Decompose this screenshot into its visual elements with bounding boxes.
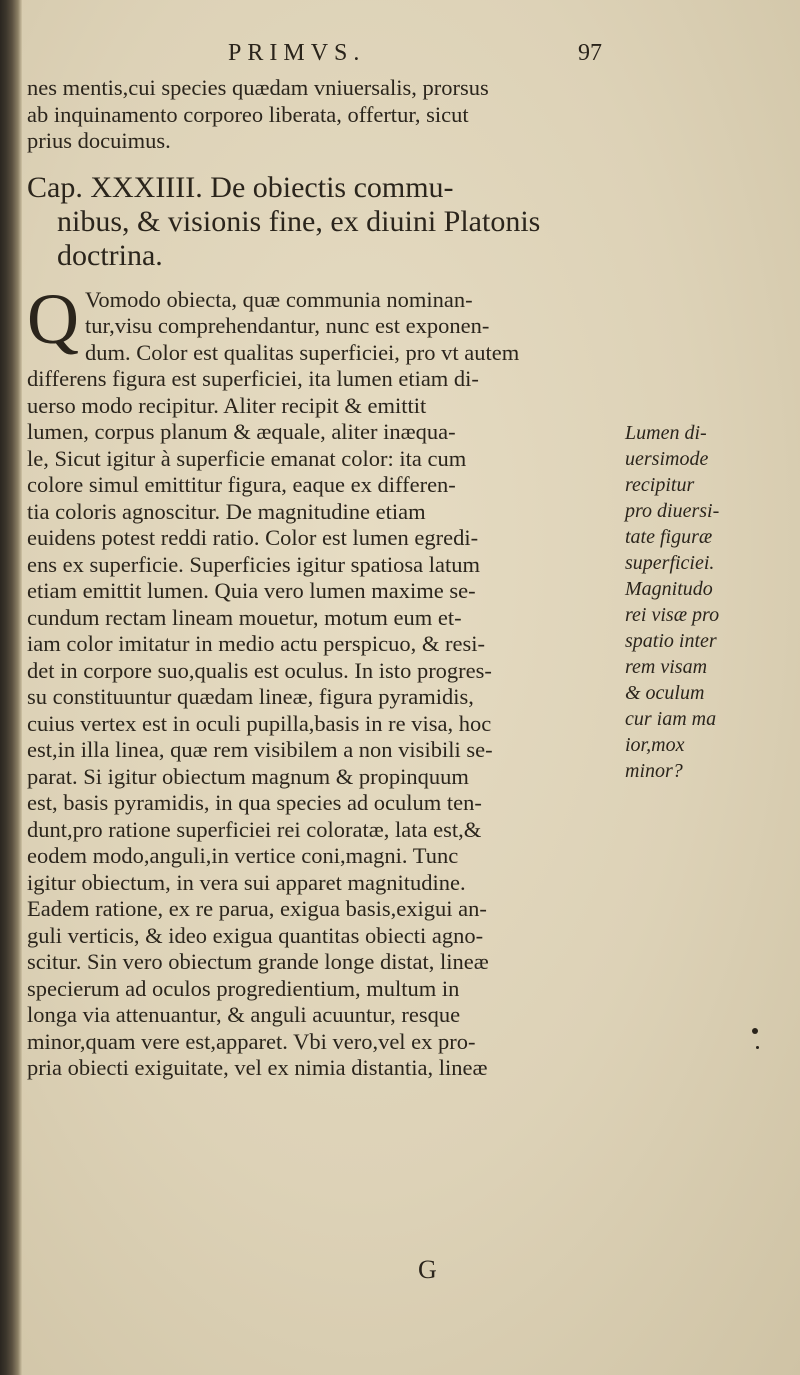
text-line: ens ex superficie. Superficies igitur spatiosa latum — [27, 551, 480, 577]
marginal-note-line: Lumen di- — [625, 422, 707, 444]
marginal-note-line: ior,mox — [625, 734, 685, 756]
ink-spot — [752, 1028, 758, 1034]
text-line: etiam emittit lumen. Quia vero lumen maxime se- — [27, 578, 476, 603]
text-line: est,in illa linea, quæ rem visibilem a non visibili se- — [27, 737, 493, 762]
text-line: eodem modo,anguli,in vertice coni,magni. Tunc — [27, 843, 459, 868]
text-line: guli verticis, & ideo exigua quantitas obiecti agno- — [27, 922, 484, 948]
marginal-note-line: rei visæ pro — [625, 604, 720, 626]
text-line: Eadem ratione, ex re parua, exigua basis,exigui an- — [27, 896, 487, 921]
text-line: scitur. Sin vero obiectum grande longe distat, lineæ — [27, 949, 489, 974]
chapter-heading-line: doctrina. — [57, 238, 163, 272]
marginal-note-line: & oculum — [625, 682, 705, 704]
text-line: tur,visu comprehendantur, nunc est exponen- — [85, 313, 490, 338]
marginal-note-line: superficiei. — [625, 552, 715, 574]
chapter-heading-line: nibus, & visionis fine, ex diuini Platonis — [57, 204, 541, 238]
chapter-heading-line: Cap. XXXIIII. De obiectis commu- — [27, 170, 454, 204]
text-line: nes mentis,cui species quædam vniuersalis, prorsus — [27, 75, 489, 100]
text-line: tia coloris agnoscitur. De magnitudine etiam — [27, 498, 426, 524]
marginal-note-line: minor? — [625, 760, 683, 782]
text-line: lumen, corpus planum & æquale, aliter inæqua- — [27, 419, 456, 444]
page-header — [0, 40, 800, 70]
text-line: euidens potest reddi ratio. Color est lumen egredi- — [27, 525, 479, 550]
text-line: Vomodo obiecta, quæ communia nominan- — [85, 286, 473, 312]
text-line: ab inquinamento corporeo liberata, offertur, sicut — [27, 101, 469, 127]
text-line: su constituuntur quædam lineæ, figura pyramidis, — [27, 684, 474, 709]
text-line: det in corpore suo,qualis est oculus. In isto progres- — [27, 657, 492, 683]
text-line: parat. Si igitur obiectum magnum & propinquum — [27, 763, 469, 789]
text-line: prius docuimus. — [27, 128, 171, 153]
binding-gutter — [0, 0, 22, 1375]
marginal-note-line: tate figuræ — [625, 526, 713, 548]
marginal-note-line: rem visam — [625, 656, 708, 678]
text-line: colore simul emittitur figura, eaque ex differen- — [27, 472, 456, 497]
text-line: pria obiecti exiguitate, vel ex nimia distantia, lineæ — [27, 1055, 488, 1080]
text-line: dunt,pro ratione superficiei rei coloratæ, lata est,& — [27, 816, 482, 842]
ink-spot — [756, 1046, 759, 1049]
marginal-note-line: uersimode — [625, 448, 709, 470]
marginal-note-line: recipitur — [625, 474, 695, 496]
text-line: cundum rectam lineam mouetur, motum eum et- — [27, 604, 462, 630]
text-line: iam color imitatur in medio actu perspicuo, & resi- — [27, 631, 485, 656]
signature-mark: G — [418, 1255, 437, 1284]
drop-cap: Q — [27, 278, 79, 359]
text-line: minor,quam vere est,apparet. Vbi vero,vel ex pro- — [27, 1028, 476, 1054]
marginal-note-line: pro diuersi- — [625, 500, 720, 522]
text-line: cuius vertex est in oculi pupilla,basis in re visa, hoc — [27, 710, 492, 736]
main-text — [27, 75, 627, 1082]
marginal-note-line: cur iam ma — [625, 708, 717, 730]
chapter-heading — [27, 171, 627, 273]
text-line: le, Sicut igitur à superficie emanat color: ita cum — [27, 445, 467, 471]
text-line: dum. Color est qualitas superficiei, pro vt autem — [85, 339, 520, 365]
marginal-note-line: spatio inter — [625, 630, 717, 652]
marginal-note-line: Magnitudo — [625, 578, 713, 600]
text-line: specierum ad oculos progredientium, multum in — [27, 975, 460, 1001]
running-title: PRIMVS. — [228, 40, 366, 66]
marginal-note — [625, 420, 795, 784]
text-line: uerso modo recipitur. Aliter recipit & emittit — [27, 392, 427, 418]
text-line: longa via attenuantur, & anguli acuuntur, resque — [27, 1002, 461, 1027]
page-number: 97 — [578, 40, 602, 66]
text-line: est, basis pyramidis, in qua species ad oculum ten- — [27, 790, 482, 815]
chapter-body — [27, 278, 627, 1082]
text-line: differens figura est superficiei, ita lumen etiam di- — [27, 366, 479, 391]
text-line: igitur obiectum, in vera sui apparet magnitudine. — [27, 869, 466, 895]
